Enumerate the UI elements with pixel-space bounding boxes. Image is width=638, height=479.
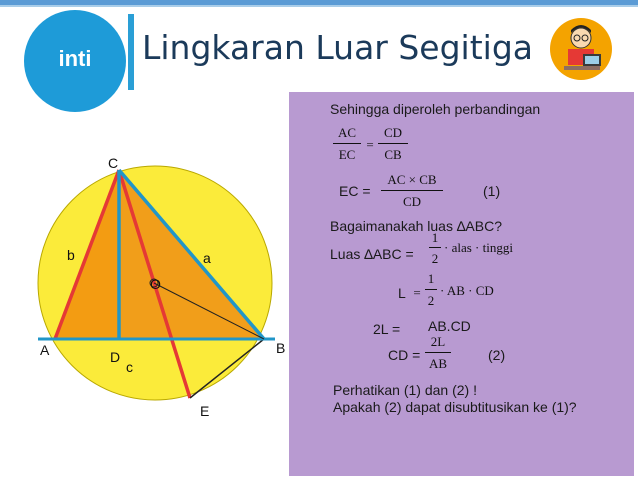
point-e-label: E: [200, 403, 210, 419]
l-half-bar: [425, 289, 437, 290]
student-avatar-icon: [550, 18, 612, 80]
area-question: Bagaimanakah luas ∆ABC?: [330, 218, 502, 234]
center-o-label: O: [150, 276, 161, 292]
cd-bar: [425, 352, 451, 353]
cd-lhs: CD =: [388, 347, 421, 363]
note-line-1: Perhatikan (1) dan (2) !: [333, 382, 477, 398]
side-a-label: a: [203, 250, 211, 266]
vertex-c-label: C: [108, 155, 119, 171]
top-border-accent: [0, 5, 638, 7]
luas-lhs: Luas ∆ABC =: [330, 246, 414, 262]
luas-rest: · alas · tinggi: [444, 240, 513, 255]
ratio-equals: =: [366, 137, 374, 152]
ratio-right-bar: [378, 143, 408, 144]
ec-lhs: EC =: [339, 183, 371, 199]
section-badge-label: inti: [58, 46, 92, 71]
luas-half-numerator: 1: [431, 230, 439, 245]
vertex-a-label: A: [40, 342, 50, 358]
side-c-label: c: [126, 359, 133, 375]
circumcircle-diagram: [0, 150, 300, 450]
luas-half-denominator: 2: [431, 251, 439, 266]
ratio-left-bar: [333, 143, 361, 144]
l-rest: · AB · CD: [440, 283, 494, 298]
ec-bar: [381, 190, 443, 191]
ratio-left-denominator: EC: [338, 147, 356, 162]
cd-numerator: 2L: [430, 334, 446, 349]
l-equals: =: [413, 285, 421, 300]
ratio-right-denominator: CB: [384, 147, 402, 162]
ratio-right-numerator: CD: [383, 125, 403, 140]
intro-text: Sehingga diperoleh perbandingan: [330, 101, 541, 117]
l-half-denominator: 2: [427, 293, 435, 308]
ec-numerator: AC × CB: [387, 172, 437, 187]
point-d-label: D: [110, 349, 121, 365]
page-title: Lingkaran Luar Segitiga: [142, 28, 534, 67]
side-b-label: b: [67, 247, 75, 263]
vertex-b-label: B: [276, 340, 286, 356]
two-l-lhs: 2L =: [373, 321, 401, 337]
l-lhs: L: [398, 285, 406, 301]
cd-denominator: AB: [428, 356, 448, 371]
two-l-rhs: AB.CD: [428, 318, 471, 334]
ratio-left-numerator: AC: [337, 125, 357, 140]
note-line-2: Apakah (2) dapat disubtitusikan ke (1)?: [333, 399, 577, 415]
equation-tag-1: (1): [483, 183, 501, 199]
l-half-numerator: 1: [427, 271, 435, 286]
equation-tag-2: (2): [488, 347, 506, 363]
luas-half-bar: [429, 247, 441, 248]
ec-denominator: CD: [402, 194, 422, 209]
